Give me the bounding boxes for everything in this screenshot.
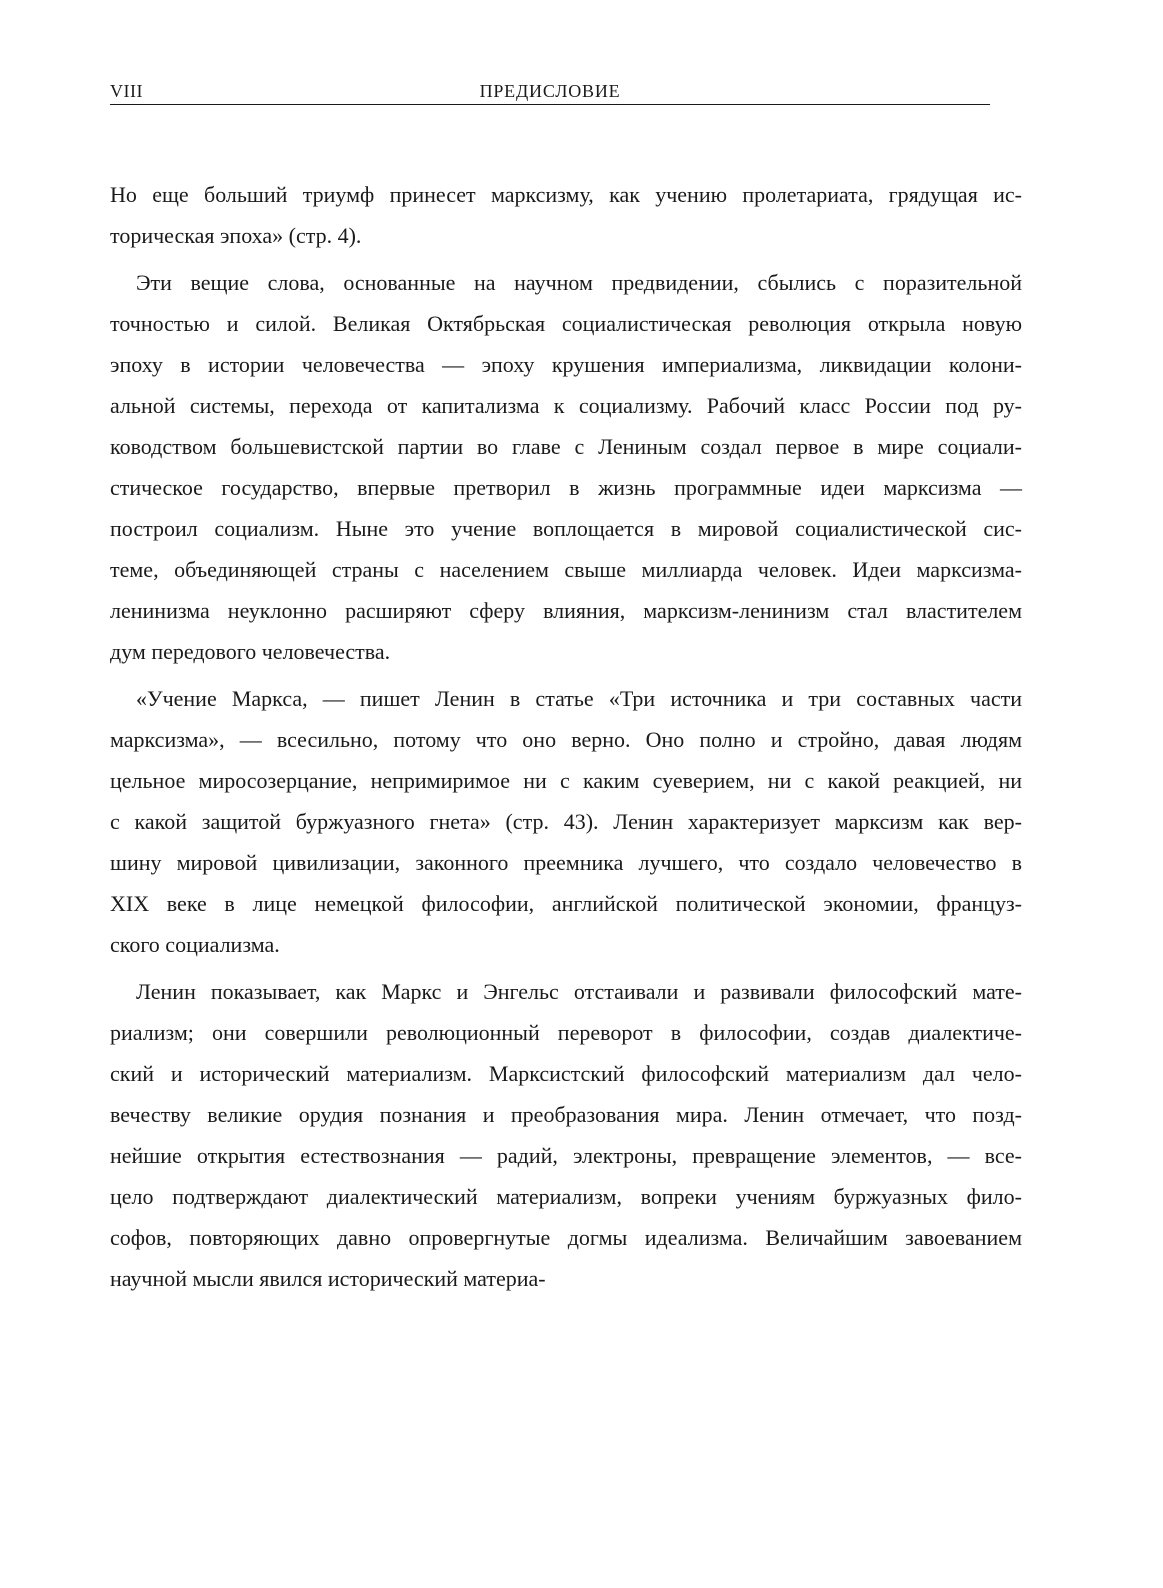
- body-text: [110, 174, 1022, 1305]
- text-line: XIX веке в лице немецкой философии, английской политической экономии, француз-: [110, 891, 1022, 916]
- text-line: нейшие открытия естествознания — радий, электроны, превращение элементов, — все-: [110, 1143, 1022, 1168]
- text-line: стическое государство, впервые претворил в жизнь программные идеи марксизма —: [110, 475, 1022, 500]
- text-line: Эти вещие слова, основанные на научном предвидении, сбылись с поразительной: [136, 270, 1022, 295]
- paragraph: [110, 678, 1022, 965]
- text-line: марксизма», — всесильно, потому что оно верно. Оно полно и стройно, давая людям: [110, 727, 1022, 752]
- text-line: вечеству великие орудия познания и преобразования мира. Ленин отмечает, что позд-: [110, 1102, 1022, 1127]
- text-line: софов, повторяющих давно опровергнутые догмы идеализма. Величайшим завоеванием: [110, 1225, 1022, 1250]
- text-line: точностью и силой. Великая Октябрьская социалистическая революция открыла новую: [110, 311, 1022, 336]
- text-line: шину мировой цивилизации, законного преемника лучшего, что создало человечество в: [110, 850, 1022, 875]
- text-line: Но еще больший триумф принесет марксизму, как учению пролетариата, грядущая ис-: [110, 182, 1022, 207]
- text-line: эпоху в истории человечества — эпоху крушения империализма, ликвидации колони-: [110, 352, 1022, 377]
- text-line: цело подтверждают диалектический материализм, вопреки учениям буржуазных фило-: [110, 1184, 1022, 1209]
- paragraph: [110, 174, 1022, 256]
- text-line: теме, объединяющей страны с населением свыше миллиарда человек. Идеи марксизма-: [110, 557, 1022, 582]
- text-line: ский и исторический материализм. Марксистский философский материализм дал чело-: [110, 1061, 1022, 1086]
- text-line: построил социализм. Ныне это учение воплощается в мировой социалистической сис-: [110, 516, 1022, 541]
- paragraph: [110, 262, 1022, 672]
- text-line: «Учение Маркса, — пишет Ленин в статье «Три источника и три составных части: [136, 686, 1022, 711]
- text-line: ководством большевистской партии во главе с Лениным создал первое в мире социали-: [110, 434, 1022, 459]
- paragraph: [110, 971, 1022, 1299]
- running-head: [110, 78, 990, 105]
- text-line: научной мысли явился исторический материа-: [110, 1266, 546, 1291]
- text-line: альной системы, перехода от капитализма к социализму. Рабочий класс России под ру-: [110, 393, 1022, 418]
- text-line: ского социализма.: [110, 932, 280, 957]
- text-line: цельное миросозерцание, непримиримое ни с каким суеверием, ни с какой реакцией, ни: [110, 768, 1022, 793]
- text-line: торическая эпоха» (стр. 4).: [110, 223, 362, 248]
- text-line: дум передового человечества.: [110, 639, 391, 664]
- page-number: VIII: [110, 81, 143, 101]
- text-line: Ленин показывает, как Маркс и Энгельс отстаивали и развивали философский мате-: [136, 979, 1022, 1004]
- text-line: с какой защитой буржуазного гнета» (стр. 43). Ленин характеризует марксизм как вер-: [110, 809, 1022, 834]
- section-title: ПРЕДИСЛОВИЕ: [479, 81, 621, 101]
- text-line: риализм; они совершили революционный переворот в философии, создав диалектиче-: [110, 1020, 1022, 1045]
- text-line: ленинизма неуклонно расширяют сферу влияния, марксизм-ленинизм стал властителем: [110, 598, 1022, 623]
